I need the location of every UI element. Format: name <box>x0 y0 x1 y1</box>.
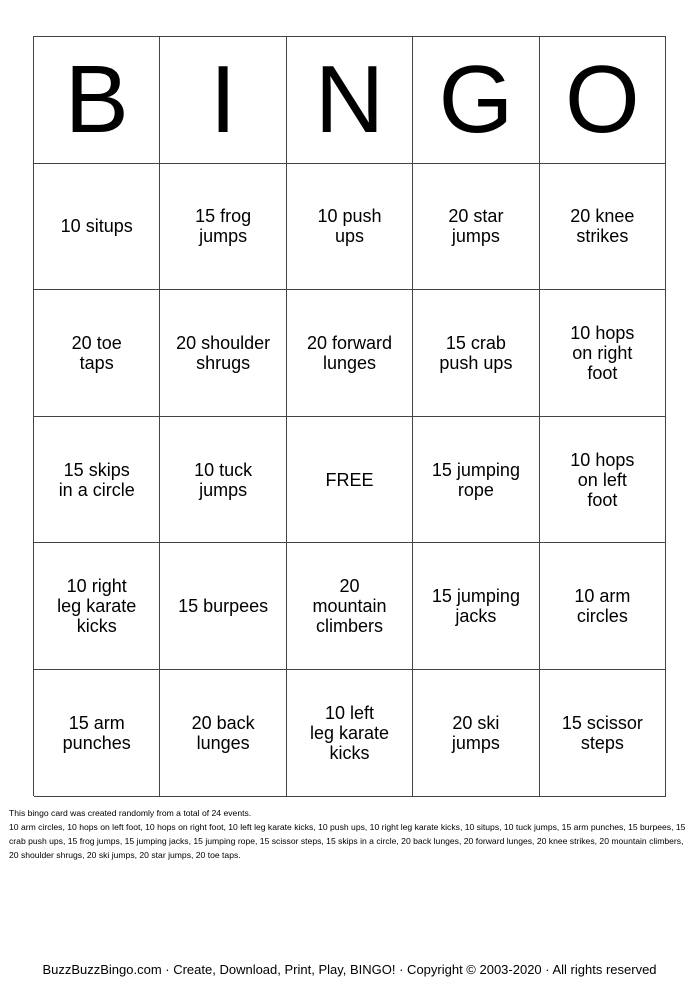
bingo-cell: 10 hops on left foot <box>540 417 666 544</box>
events-note-intro: This bingo card was created randomly from a total of 24 events. <box>9 808 252 818</box>
bingo-cell: 15 frog jumps <box>160 164 286 291</box>
grid-row <box>34 290 666 417</box>
bingo-cell: 10 arm circles <box>540 543 666 670</box>
bingo-cell: 10 hops on right foot <box>540 290 666 417</box>
footer-copyright: BuzzBuzzBingo.com · Create, Download, Print, Play, BINGO! · Copyright © 2003-2020 · All rights reserved <box>42 962 657 977</box>
bingo-cell: 20 toe taps <box>34 290 160 417</box>
bingo-cell: 15 arm punches <box>34 670 160 797</box>
grid-row <box>34 670 666 797</box>
bingo-cell: 15 jumping jacks <box>413 543 539 670</box>
header-letter-o: O <box>540 37 666 164</box>
bingo-cell: 10 tuck jumps <box>160 417 286 544</box>
header-letter-n: N <box>287 37 413 164</box>
events-list: 10 arm circles, 10 hops on left foot, 10 hops on right foot, 10 left leg karate kicks, 10 push ups, 10 right leg karate kicks, 10 situps, 10 tuck jumps, 15 arm punches, 15 burpees, 15 crab push ups, 15 frog jumps, 15 jumping jacks, 15 jumping rope, 15 scissor steps, 15 skips in a circle, 20 back lunges, 20 forward lunges, 20 knee strikes, 20 mountain climbers, 20 shoulder shrugs, 20 ski jumps, 20 star jumps, 20 toe taps. <box>9 822 686 860</box>
grid-row <box>34 164 666 291</box>
bingo-cell: 20 mountain climbers <box>287 543 413 670</box>
bingo-cell: 10 push ups <box>287 164 413 291</box>
events-note <box>9 806 689 862</box>
grid-row <box>34 417 666 544</box>
bingo-cell: 20 knee strikes <box>540 164 666 291</box>
header-letter-g: G <box>413 37 539 164</box>
bingo-cell: 20 star jumps <box>413 164 539 291</box>
bingo-cell: 20 shoulder shrugs <box>160 290 286 417</box>
grid-row <box>34 543 666 670</box>
bingo-cell: 15 scissor steps <box>540 670 666 797</box>
header-letter-i: I <box>160 37 286 164</box>
bingo-cell: 15 skips in a circle <box>34 417 160 544</box>
bingo-card <box>33 36 666 796</box>
bingo-cell: 20 forward lunges <box>287 290 413 417</box>
bingo-cell: 10 situps <box>34 164 160 291</box>
bingo-cell: 15 crab push ups <box>413 290 539 417</box>
bingo-cell: 20 back lunges <box>160 670 286 797</box>
bingo-cell: 15 jumping rope <box>413 417 539 544</box>
header-row <box>34 37 666 164</box>
header-letter-b: B <box>34 37 160 164</box>
bingo-cell: 10 right leg karate kicks <box>34 543 160 670</box>
bingo-cell: 20 ski jumps <box>413 670 539 797</box>
free-space-cell: FREE <box>287 417 413 544</box>
bingo-cell: 15 burpees <box>160 543 286 670</box>
bingo-cell: 10 left leg karate kicks <box>287 670 413 797</box>
